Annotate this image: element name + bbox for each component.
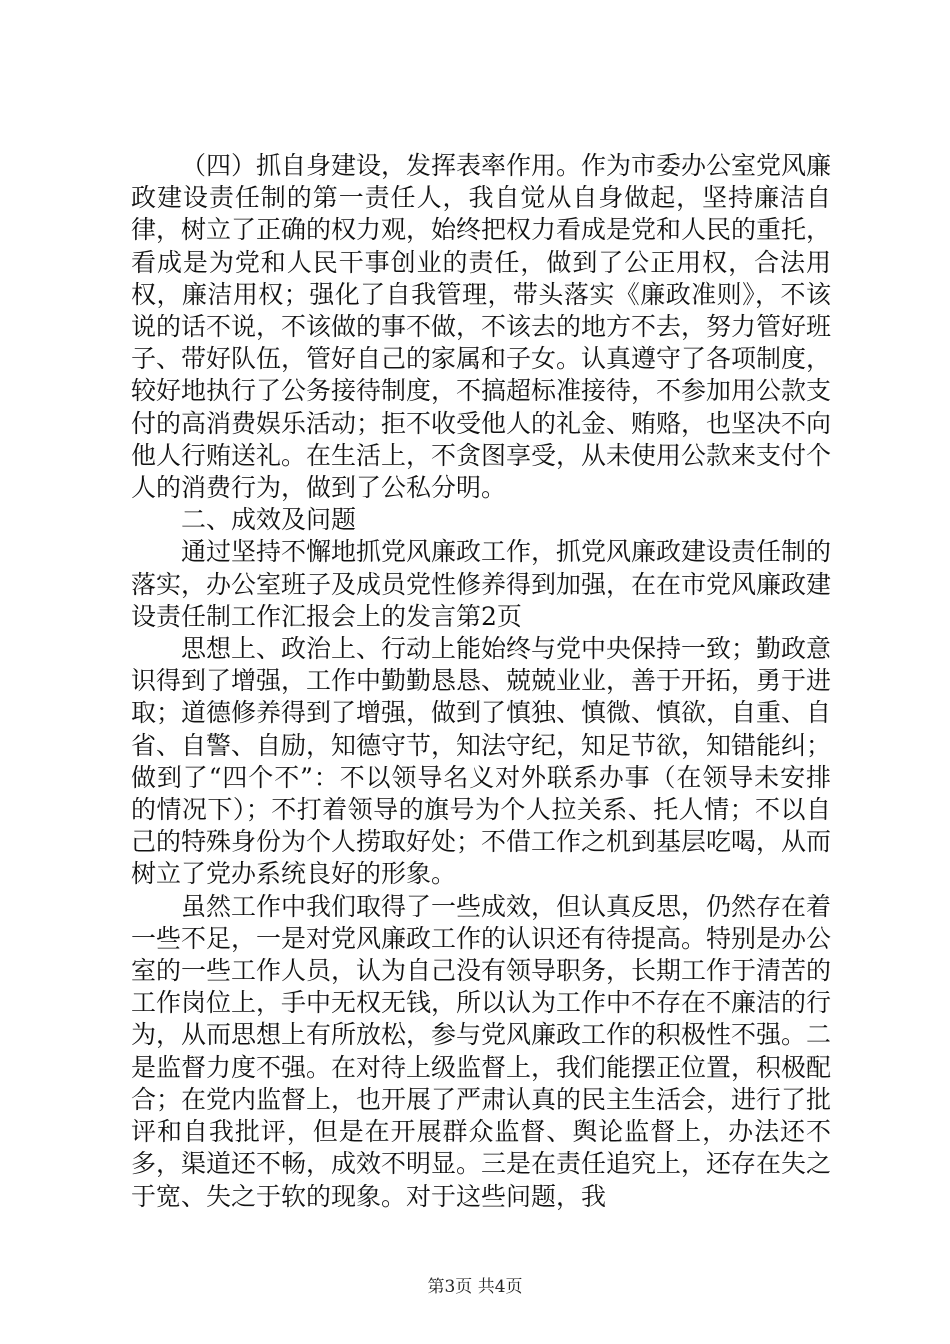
paragraph-problems: 虽然工作中我们取得了一些成效，但认真反思，仍然存在着一些不足，一是对党风廉政工作的认识还有待提高。特别是办公室的一些工作人员，认为自己没有领导职务，长期工作于清苦的工作岗位上，手中无权无钱，所以认为工作中不存在不廉洁的行为，从而思想上有所放松，参与党风廉政工作的积极性不强。二是监督力度不强。在对待上级监督上，我们能摆正位置，积极配合；在党内监督上，也开展了严肃认真的民主生活会，进行了批评和自我批评，但是在开展群众监督、舆论监督上，办法还不多，渠道还不畅，成效不明显。三是在责任追究上，还存在失之于宽、失之于软的现象。对于这些问题，我 <box>131 891 832 1211</box>
page-footer: 第3页 共4页 <box>427 1277 523 1297</box>
paragraph-results-details: 思想上、政治上、行动上能始终与党中央保持一致；勤政意识得到了增强，工作中勤勤恳恳、兢兢业业，善于开拓，勇于进取；道德修养得到了增强，做到了慎独、慎微、慎欲，自重、自省、自警、自励，知德守节，知法守纪，知足节欲，知错能纠；做到了“四个不”：不以领导名义对外联系办事（在领导未安排的情况下）；不打着领导的旗号为个人拉关系、托人情；不以自己的特殊身份为个人捞取好处；不借工作之机到基层吃喝，从而树立了党办系统良好的形象。 <box>131 634 832 889</box>
paragraph-results-intro: 通过坚持不懈地抓党风廉政工作，抓党风廉政建设责任制的落实，办公室班子及成员党性修养得到加强，在在市党风廉政建设责任制工作汇报会上的发言第2页 <box>131 537 832 631</box>
document-body <box>131 150 831 1213</box>
paragraph-self-building: （四）抓自身建设，发挥表率作用。作为市委办公室党风廉政建设责任制的第一责任人，我自觉从自身做起，坚持廉洁自律，树立了正确的权力观，始终把权力看成是党和人民的重托，看成是为党和人民干事创业的责任，做到了公正用权，合法用权，廉洁用权；强化了自我管理，带头落实《廉政准则》，不该说的话不说，不该做的事不做，不该去的地方不去，努力管好班子、带好队伍，管好自己的家属和子女。认真遵守了各项制度，较好地执行了公务接待制度，不搞超标准接待，不参加用公款支付的高消费娱乐活动；拒不收受他人的礼金、贿赂，也坚决不向他人行贿送礼。在生活上，不贪图享受，从未使用公款来支付个人的消费行为，做到了公私分明。 <box>131 151 832 503</box>
section-heading-results-and-problems: 二、成效及问题 <box>181 505 357 535</box>
